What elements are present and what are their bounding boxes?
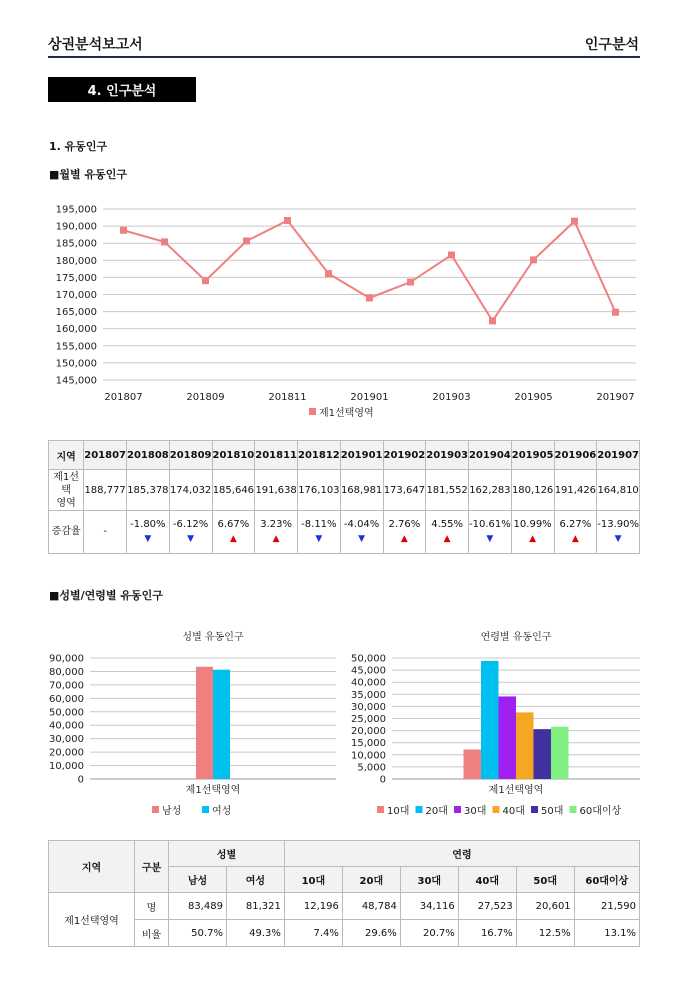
data-point (571, 218, 578, 225)
demographic-table (48, 840, 640, 947)
data-point (448, 251, 455, 258)
demo-value-cell: 20.7% (400, 920, 458, 947)
data-point (161, 238, 168, 245)
legend-swatch (531, 806, 538, 813)
y-tick-label: 40,000 (351, 677, 386, 689)
month-header: 201812 (298, 441, 341, 470)
growth-cell (426, 511, 469, 554)
value-cell: 176,103 (298, 470, 341, 511)
month-header: 201907 (597, 441, 640, 470)
demo-column-header: 여성 (226, 867, 284, 893)
growth-value: 6.67% (217, 519, 250, 530)
growth-value: -4.04% (343, 519, 380, 530)
demo-value-cell: 83,489 (169, 893, 227, 920)
data-point (325, 270, 332, 277)
demo-value-cell: 29.6% (342, 920, 400, 947)
monthly-chart-heading: ■월별 유동인구 (49, 168, 127, 181)
y-tick-label: 40,000 (49, 720, 84, 732)
demo-column-header: 남성 (169, 867, 227, 893)
increase-arrow-icon: ▲ (272, 534, 280, 544)
y-tick-label: 30,000 (351, 701, 386, 713)
x-tick-label: 201903 (432, 392, 471, 403)
monthly-region-header: 지역 (49, 441, 84, 470)
increase-arrow-icon: ▲ (443, 534, 451, 544)
y-tick-label: 195,000 (55, 204, 97, 216)
demo-value-cell: 49.3% (226, 920, 284, 947)
legend-swatch (377, 806, 384, 813)
demo-column-header: 20대 (342, 867, 400, 893)
legend-swatch (416, 806, 423, 813)
growth-value: -6.12% (172, 519, 209, 530)
y-tick-label: 10,000 (49, 761, 84, 773)
gender-bar-chart (48, 624, 338, 824)
growth-cell (469, 511, 512, 554)
y-tick-label: 0 (77, 774, 84, 786)
x-category-label: 제1선택영역 (488, 785, 544, 796)
growth-cell (255, 511, 298, 554)
demo-age-header: 연령 (284, 841, 639, 867)
value-cell: 188,777 (84, 470, 127, 511)
data-point (202, 277, 209, 284)
y-tick-label: 45,000 (351, 665, 386, 677)
y-tick-label: 20,000 (351, 726, 386, 738)
row-label: 제1선택 영역 (49, 470, 84, 511)
x-tick-label: 201809 (186, 392, 225, 403)
y-tick-label: 5,000 (357, 762, 386, 774)
data-point (284, 217, 291, 224)
monthly-table (48, 440, 640, 554)
growth-cell (383, 511, 426, 554)
value-cell: 162,283 (469, 470, 512, 511)
x-tick-label: 201901 (350, 392, 389, 403)
y-tick-label: 15,000 (351, 738, 386, 750)
age-bar-chart (350, 624, 642, 824)
value-cell: 191,638 (255, 470, 298, 511)
legend-label: 제1선택영역 (319, 408, 374, 419)
x-category-label: 제1선택영역 (185, 785, 241, 796)
chart-title: 연령별 유동인구 (480, 632, 552, 643)
legend-swatch (570, 806, 577, 813)
chart-title: 성별 유동인구 (182, 632, 244, 643)
y-tick-label: 180,000 (55, 255, 97, 267)
demo-column-header: 60대이상 (574, 867, 639, 893)
decrease-arrow-icon: ▼ (614, 534, 622, 544)
demo-value-cell: 16.7% (458, 920, 516, 947)
legend-label: 남성 (162, 806, 182, 817)
demo-value-cell: 27,523 (458, 893, 516, 920)
value-cell: 180,126 (511, 470, 554, 511)
x-tick-label: 201905 (514, 392, 553, 403)
bar-30대 (499, 696, 517, 779)
growth-cell (127, 511, 170, 554)
growth-cell (554, 511, 597, 554)
growth-cell (340, 511, 383, 554)
bar-20대 (481, 661, 499, 779)
report-title: 상권분석보고서 (48, 37, 143, 53)
increase-arrow-icon: ▲ (571, 534, 579, 544)
y-tick-label: 70,000 (49, 680, 84, 692)
y-tick-label: 50,000 (49, 707, 84, 719)
growth-value: 10.99% (513, 519, 552, 530)
demo-value-cell: 34,116 (400, 893, 458, 920)
y-tick-label: 25,000 (351, 714, 386, 725)
value-cell: 191,426 (554, 470, 597, 511)
growth-cell (511, 511, 554, 554)
growth-value: 4.55% (431, 519, 464, 530)
y-tick-label: 175,000 (55, 272, 97, 284)
demo-region-header: 지역 (49, 841, 135, 893)
y-tick-label: 0 (379, 774, 386, 786)
growth-value: - (103, 526, 107, 537)
data-point (120, 227, 127, 234)
increase-arrow-icon: ▲ (229, 534, 237, 544)
y-tick-label: 165,000 (55, 307, 97, 319)
growth-value: -10.61% (469, 519, 511, 530)
demo-type-header: 구분 (135, 841, 169, 893)
decrease-arrow-icon: ▼ (486, 534, 494, 544)
month-header: 201808 (127, 441, 170, 470)
x-tick-label: 201907 (596, 392, 635, 403)
bar-10대 (464, 749, 482, 779)
growth-value: -13.90% (597, 519, 639, 530)
x-tick-label: 201807 (104, 392, 143, 403)
y-tick-label: 185,000 (55, 238, 97, 250)
legend-label: 50대 (541, 806, 564, 817)
y-tick-label: 30,000 (49, 734, 84, 746)
legend-label: 60대이상 (579, 806, 622, 817)
demo-value-cell: 20,601 (516, 893, 574, 920)
y-tick-label: 35,000 (351, 689, 386, 701)
legend-label: 20대 (425, 806, 448, 817)
growth-cell (597, 511, 640, 554)
month-header: 201904 (469, 441, 512, 470)
month-header: 201903 (426, 441, 469, 470)
y-tick-label: 10,000 (351, 750, 386, 762)
legend-swatch (152, 806, 159, 813)
increase-arrow-icon: ▲ (400, 534, 408, 544)
demo-value-cell: 13.1% (574, 920, 639, 947)
decrease-arrow-icon: ▼ (144, 534, 152, 544)
month-header: 201810 (212, 441, 255, 470)
data-point (530, 256, 537, 263)
legend-swatch (493, 806, 500, 813)
y-tick-label: 80,000 (49, 666, 84, 678)
month-header: 201807 (84, 441, 127, 470)
value-cell: 185,378 (127, 470, 170, 511)
page-section-title: 인구분석 (584, 37, 639, 53)
growth-value: 2.76% (388, 519, 421, 530)
decrease-arrow-icon: ▼ (358, 534, 366, 544)
y-tick-label: 155,000 (55, 341, 97, 353)
growth-value: -8.11% (301, 519, 337, 530)
month-header: 201905 (511, 441, 554, 470)
data-point (243, 237, 250, 244)
month-header: 201811 (255, 441, 298, 470)
month-header: 201809 (169, 441, 212, 470)
growth-value: 3.23% (260, 519, 293, 530)
demo-column-header: 50대 (516, 867, 574, 893)
bar-여성 (213, 670, 230, 779)
subsection-flow-title: 1. 유동인구 (49, 140, 108, 153)
legend-label: 40대 (502, 806, 525, 817)
demo-column-header: 10대 (284, 867, 342, 893)
y-tick-label: 20,000 (49, 747, 84, 759)
legend-label: 여성 (212, 806, 232, 817)
legend-swatch (309, 408, 316, 415)
section-title: 4. 인구분석 (48, 77, 196, 102)
demo-value-cell: 12,196 (284, 893, 342, 920)
y-tick-label: 190,000 (55, 221, 97, 233)
growth-cell (84, 511, 127, 554)
demo-region-cell: 제1선택영역 (49, 893, 135, 947)
data-point (612, 309, 619, 316)
y-tick-label: 60,000 (49, 693, 84, 705)
legend-label: 30대 (464, 806, 487, 817)
value-cell: 181,552 (426, 470, 469, 511)
y-tick-label: 145,000 (55, 375, 97, 387)
bar-60대이상 (551, 727, 569, 779)
demo-row-label: 명 (135, 893, 169, 920)
data-point (407, 279, 414, 286)
growth-value: -1.80% (130, 519, 166, 530)
demo-gender-header: 성별 (169, 841, 285, 867)
growth-label: 증감율 (49, 511, 84, 554)
bar-50대 (534, 729, 552, 779)
demo-value-cell: 81,321 (226, 893, 284, 920)
y-tick-label: 50,000 (351, 653, 386, 665)
value-cell: 168,981 (340, 470, 383, 511)
demo-column-header: 30대 (400, 867, 458, 893)
growth-cell (298, 511, 341, 554)
demo-value-cell: 48,784 (342, 893, 400, 920)
value-cell: 164,810 (597, 470, 640, 511)
legend-swatch (202, 806, 209, 813)
demo-column-header: 40대 (458, 867, 516, 893)
data-point (489, 317, 496, 324)
demo-value-cell: 21,590 (574, 893, 639, 920)
demo-value-cell: 50.7% (169, 920, 227, 947)
demographic-chart-heading: ■성별/연령별 유동인구 (49, 589, 163, 602)
demo-row-label: 비율 (135, 920, 169, 947)
series-line (124, 220, 616, 320)
data-point (366, 294, 373, 301)
month-header: 201901 (340, 441, 383, 470)
month-header: 201902 (383, 441, 426, 470)
bar-남성 (196, 667, 213, 779)
demo-value-cell: 12.5% (516, 920, 574, 947)
decrease-arrow-icon: ▼ (187, 534, 195, 544)
y-tick-label: 160,000 (55, 324, 97, 336)
value-cell: 185,646 (212, 470, 255, 511)
legend-swatch (454, 806, 461, 813)
y-tick-label: 170,000 (55, 290, 97, 301)
growth-value: 6.27% (559, 519, 592, 530)
bar-40대 (516, 712, 534, 779)
value-cell: 173,647 (383, 470, 426, 511)
monthly-line-chart (48, 196, 640, 432)
x-tick-label: 201811 (268, 392, 307, 403)
decrease-arrow-icon: ▼ (315, 534, 323, 544)
growth-cell (212, 511, 255, 554)
month-header: 201906 (554, 441, 597, 470)
y-tick-label: 150,000 (55, 358, 97, 370)
growth-cell (169, 511, 212, 554)
legend-label: 10대 (387, 806, 410, 817)
demo-value-cell: 7.4% (284, 920, 342, 947)
y-tick-label: 90,000 (49, 653, 84, 665)
increase-arrow-icon: ▲ (529, 534, 537, 544)
header-divider (48, 56, 640, 58)
value-cell: 174,032 (169, 470, 212, 511)
